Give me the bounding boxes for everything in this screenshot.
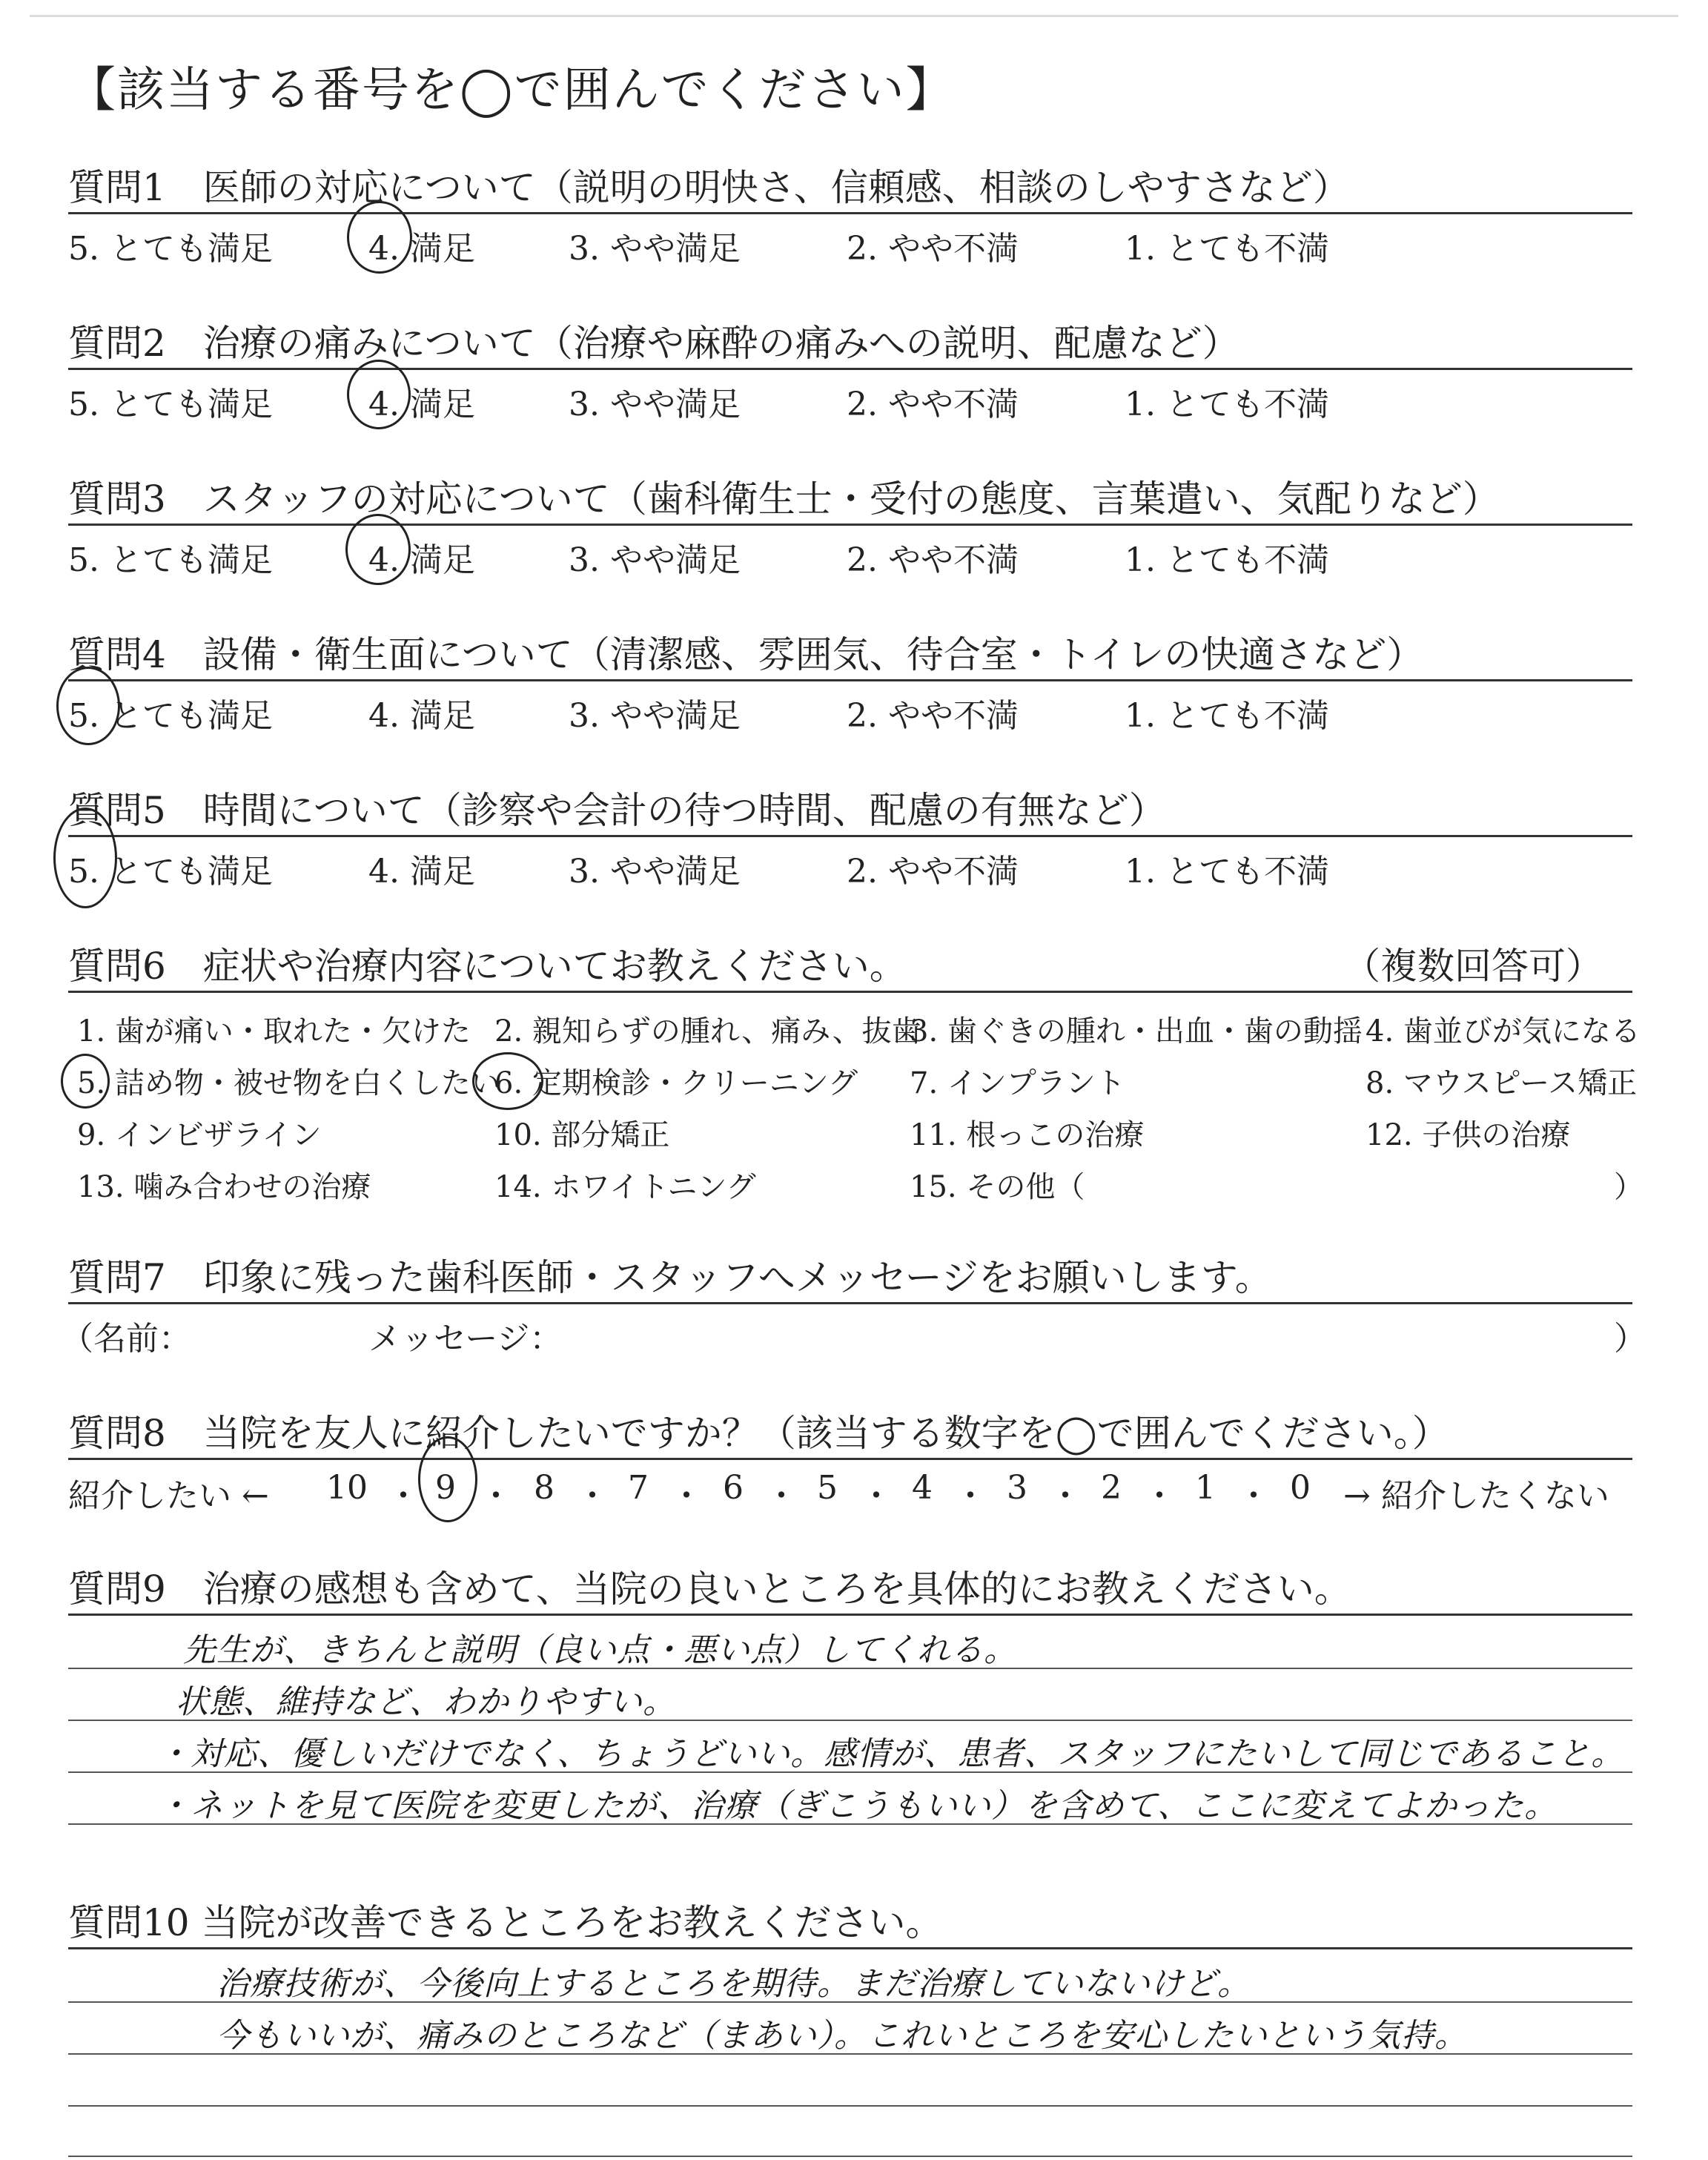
q9-answer-line-4: ・ネットを見て医院を変更したが、治療（ぎこうもいい）を含めて、ここに変えてよかった。 [157,1787,1558,1825]
q1-option-4[interactable]: 4. 満足 [368,230,475,268]
q2-option-1[interactable]: 1. とても不満 [1125,386,1329,423]
q3-option-1[interactable]: 1. とても不満 [1125,541,1329,579]
question-8-scale [68,1460,1632,1515]
q8-score-2[interactable]: 2 [1101,1469,1122,1507]
answer-line [68,2156,1632,2157]
q5-option-1[interactable]: 1. とても不満 [1125,853,1329,891]
q6-option-3[interactable]: 3. 歯ぐきの腫れ・出血・歯の動揺 [910,1014,1363,1048]
q8-selection-circle [418,1436,477,1522]
question-3 [68,475,1632,579]
q8-dot: ・ [1143,1477,1176,1515]
question-6-title: 質問6 症状や治療内容についてお教えください。 [68,945,907,988]
question-3-title: 質問3 スタッフの対応について（歯科衛生士・受付の態度、言葉遣い、気配りなど） [68,478,1500,521]
question-6-options [68,993,1644,1215]
q5-selection-circle [53,807,117,908]
question-7-title: 質問7 印象に残った歯科医師・スタッフへメッセージをお願いします。 [68,1256,1272,1299]
q4-selection-circle [56,667,120,745]
q8-score-3[interactable]: 3 [1007,1469,1027,1507]
q8-score-7[interactable]: 7 [628,1469,649,1507]
q8-score-6[interactable]: 6 [723,1469,744,1507]
q8-score-0[interactable]: 0 [1290,1469,1311,1507]
q8-dot: ・ [765,1477,798,1515]
q8-score-4[interactable]: 4 [912,1469,933,1507]
question-8 [68,1409,1632,1515]
q5-option-2[interactable]: 2. やや不満 [847,853,1019,891]
q9-answer-line-2: 状態、維持など、わかりやすい。 [176,1683,676,1721]
question-7-fields [61,1304,1646,1358]
q8-dot: ・ [954,1477,987,1515]
q6-option-9[interactable]: 9. インビザライン [77,1118,322,1152]
q8-dot: ・ [670,1477,703,1515]
question-4 [68,630,1632,735]
q4-option-1[interactable]: 1. とても不満 [1125,697,1329,735]
q4-option-4[interactable]: 4. 満足 [368,697,475,735]
question-5-title: 質問5 時間について（診察や会計の待つ時間、配慮の有無など） [68,789,1166,832]
q8-score-5[interactable]: 5 [817,1469,838,1507]
q2-selection-circle [347,360,411,429]
q1-option-2[interactable]: 2. やや不満 [847,230,1019,268]
question-2 [68,319,1632,423]
q7-name-label: （名前： [61,1320,191,1358]
q6-option-2[interactable]: 2. 親知らずの腫れ、痛み、抜歯 [494,1014,921,1048]
q2-option-5[interactable]: 5. とても満足 [68,386,273,423]
page-title: 【該当する番号を◯で囲んでください】 [68,63,955,118]
question-10-title: 質問10 当院が改善できるところをお教えください。 [68,1901,943,1944]
q1-option-3[interactable]: 3. やや満足 [569,230,741,268]
q8-right-label: → 紹介したくない [1343,1477,1609,1515]
q6-option-10[interactable]: 10. 部分矯正 [494,1118,670,1152]
question-6-note: （複数回答可） [1343,945,1603,988]
q6-option-7[interactable]: 7. インプラント [910,1066,1125,1100]
q6-option-8[interactable]: 8. マウスピース矯正 [1366,1066,1638,1100]
q3-selection-circle [345,514,411,585]
answer-line [68,2105,1632,2107]
q8-dot: ・ [1237,1477,1270,1515]
q4-option-3[interactable]: 3. やや満足 [569,697,741,735]
question-9-answer [68,1616,1632,1890]
q1-option-5[interactable]: 5. とても満足 [68,230,273,268]
q4-option-2[interactable]: 2. やや不満 [847,697,1019,735]
question-5 [68,786,1632,891]
q6-option-5[interactable]: 5. 詰め物・被せ物を白くしたい [77,1066,500,1100]
q8-score-1[interactable]: 1 [1195,1469,1216,1507]
q3-option-3[interactable]: 3. やや満足 [569,541,741,579]
q10-answer-line-1: 治療技術が、今後向上するところを期待。まだ治療していないけど。 [216,1965,1251,2003]
question-7 [61,1253,1646,1358]
q6-option-15[interactable]: 15. その他（ [910,1170,1085,1204]
question-3-options [68,526,1632,579]
q3-option-4[interactable]: 4. 満足 [368,541,475,579]
question-10 [68,1898,1632,2157]
question-2-title: 質問2 治療の痛みについて（治療や麻酔の痛みへの説明、配慮など） [68,322,1239,365]
q10-answer-line-2: 今もいいが、痛みのところなど（まあい）。これいところを安心したいという気持。 [216,2017,1468,2055]
question-9-title: 質問9 治療の感想も含めて、当院の良いところを具体的にお教えください。 [68,1568,1351,1611]
q6-option-13[interactable]: 13. 噛み合わせの治療 [77,1170,371,1204]
q6-option-12[interactable]: 12. 子供の治療 [1366,1118,1571,1152]
q6-option-15-close: ） [1614,1170,1644,1204]
question-2-options [68,370,1632,423]
q7-close-paren: ） [1614,1320,1646,1358]
q2-option-3[interactable]: 3. やや満足 [569,386,741,423]
q9-answer-line-1: 先生が、きちんと説明（良い点・悪い点）してくれる。 [183,1631,1017,1669]
q9-answer-line-3: ・対応、優しいだけでなく、ちょうどいい。感情が、患者、スタッフにたいして同じであること。 [157,1735,1625,1773]
question-1-options [68,214,1632,268]
q6-option-4[interactable]: 4. 歯並びが気になる [1366,1014,1641,1048]
q5-option-5[interactable]: 5. とても満足 [68,853,273,891]
question-6 [68,942,1644,1215]
q6-selection-circle-5 [61,1054,110,1109]
q8-dot: ・ [860,1477,893,1515]
q7-message-label: メッセージ： [368,1320,563,1358]
q6-selection-circle-6 [472,1052,543,1110]
q1-selection-circle [347,201,412,274]
question-4-title: 質問4 設備・衛生面について（清潔感、雰囲気、待合室・トイレの快適さなど） [68,633,1424,676]
q8-dot: ・ [387,1477,420,1515]
question-4-options [68,681,1632,735]
question-1-title: 質問1 医師の対応について（説明の明快さ、信頼感、相談のしやすさなど） [68,166,1350,209]
q6-option-6[interactable]: 6. 定期検診・クリーニング [494,1066,858,1100]
q8-score-9[interactable]: 9 [435,1469,456,1507]
q6-option-11[interactable]: 11. 根っこの治療 [910,1118,1145,1152]
q3-option-2[interactable]: 2. やや不満 [847,541,1019,579]
q6-option-1[interactable]: 1. 歯が痛い・取れた・欠けた [77,1014,471,1048]
q1-option-1[interactable]: 1. とても不満 [1125,230,1329,268]
question-8-title: 質問8 当院を友人に紹介したいですか？（該当する数字を◯で囲んでください。） [68,1412,1449,1455]
q2-option-4[interactable]: 4. 満足 [368,386,475,423]
q8-dot: ・ [576,1477,609,1515]
question-5-options [68,837,1632,891]
q8-score-10[interactable]: 10 [326,1469,368,1507]
question-9 [68,1565,1632,1890]
top-divider [30,15,1678,17]
q8-dot: ・ [480,1477,512,1515]
q3-option-5[interactable]: 5. とても満足 [68,541,273,579]
q6-option-14[interactable]: 14. ホワイトニング [494,1170,756,1204]
question-10-answer [68,1949,1632,2157]
q5-option-4[interactable]: 4. 満足 [368,853,475,891]
q4-option-5[interactable]: 5. とても満足 [68,697,273,735]
q2-option-2[interactable]: 2. やや不満 [847,386,1019,423]
q8-score-8[interactable]: 8 [534,1469,555,1507]
q8-dot: ・ [1049,1477,1082,1515]
q5-option-3[interactable]: 3. やや満足 [569,853,741,891]
question-1 [68,163,1632,268]
q8-left-label: 紹介したい ← [68,1477,269,1515]
